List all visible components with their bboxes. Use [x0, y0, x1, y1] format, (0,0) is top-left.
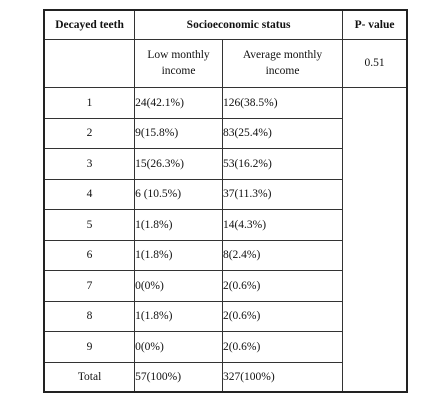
average-income-cell: 14(4.3%) — [222, 210, 342, 241]
table-row — [44, 179, 407, 210]
total-row — [44, 362, 407, 392]
low-income-cell: 1(1.8%) — [135, 240, 223, 271]
header-decayed-teeth: Decayed teeth — [44, 10, 135, 40]
subheader-low-income-line1: Low monthly — [147, 48, 210, 61]
subheader-average-income-line2: income — [265, 64, 300, 77]
average-income-cell: 2(0.6%) — [222, 332, 342, 363]
teeth-count-cell: 9 — [44, 332, 135, 363]
low-income-cell: 15(26.3%) — [135, 149, 223, 180]
header-socioeconomic-status: Socioeconomic status — [135, 10, 343, 40]
teeth-count-cell: 6 — [44, 240, 135, 271]
low-income-cell: 1(1.8%) — [135, 301, 223, 332]
header-row — [44, 10, 407, 40]
subheader-low-income-line2: income — [161, 64, 196, 77]
table-row — [44, 149, 407, 180]
low-income-cell: 24(42.1%) — [135, 88, 223, 119]
subheader-average-income-line1: Average monthly — [242, 48, 323, 61]
teeth-count-cell: 3 — [44, 149, 135, 180]
average-income-cell: 2(0.6%) — [222, 301, 342, 332]
total-label-cell: Total — [44, 362, 135, 392]
teeth-count-cell: 5 — [44, 210, 135, 241]
subheader-low-income — [135, 40, 223, 88]
table-row — [44, 301, 407, 332]
average-income-cell: 37(11.3%) — [222, 179, 342, 210]
average-income-cell: 53(16.2%) — [222, 149, 342, 180]
table-row — [44, 271, 407, 302]
decayed-teeth-table — [43, 9, 408, 393]
teeth-count-cell: 8 — [44, 301, 135, 332]
table-row — [44, 240, 407, 271]
teeth-count-cell: 2 — [44, 118, 135, 149]
table-row — [44, 210, 407, 241]
teeth-count-cell: 7 — [44, 271, 135, 302]
total-low-income-cell: 57(100%) — [135, 362, 223, 392]
low-income-cell: 0(0%) — [135, 271, 223, 302]
low-income-cell: 6 (10.5%) — [135, 179, 223, 210]
p-value-cell: 0.51 — [343, 40, 407, 88]
teeth-count-cell: 4 — [44, 179, 135, 210]
table-row — [44, 88, 407, 119]
subheader-average-income — [222, 40, 342, 88]
table-row — [44, 332, 407, 363]
average-income-cell: 83(25.4%) — [222, 118, 342, 149]
header-p-value: P- value — [343, 10, 407, 40]
subheader-row — [44, 40, 407, 88]
low-income-cell: 9(15.8%) — [135, 118, 223, 149]
average-income-cell: 8(2.4%) — [222, 240, 342, 271]
teeth-count-cell: 1 — [44, 88, 135, 119]
subheader-empty — [44, 40, 135, 88]
total-average-income-cell: 327(100%) — [222, 362, 342, 392]
low-income-cell: 1(1.8%) — [135, 210, 223, 241]
average-income-cell: 2(0.6%) — [222, 271, 342, 302]
low-income-cell: 0(0%) — [135, 332, 223, 363]
average-income-cell: 126(38.5%) — [222, 88, 342, 119]
table-row — [44, 118, 407, 149]
